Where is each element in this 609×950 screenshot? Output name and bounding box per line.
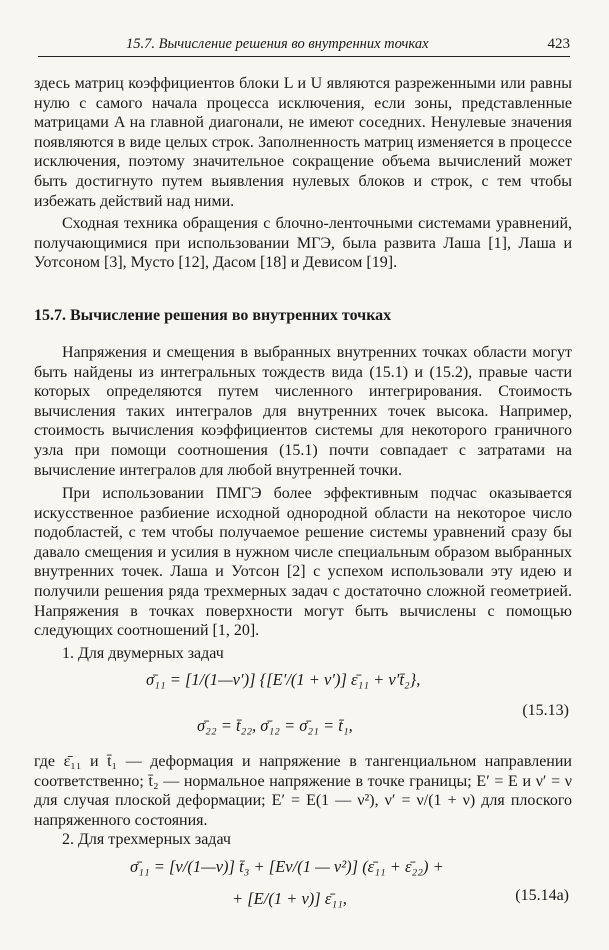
- equation-15-14a-line2: + [E/(1 + ν)] ε̄₁₁,: [232, 889, 347, 908]
- item-3d-problems: 2. Для трехмерных задач: [62, 831, 231, 848]
- page-number: 423: [547, 36, 570, 52]
- running-header: [38, 36, 570, 57]
- paragraph-5: где ε̄₁₁ и t̄₁ — деформация и напряжение в тангенциальном направлении соответственно; t̄₂ — нормальное напряжение в точке границы; E′ = E и ν′ = ν для случая плоской деформации; E′ = E(1 — ν²), ν′ = ν/(1 + ν) для плоского напряженного состояния.: [34, 753, 572, 829]
- paragraph-4: При использовании ПМГЭ более эффективным подчас оказывается искусственное разбиение исходной однородной области на некоторое число подобластей, с тем чтобы получаемое решение системы уравнений сразу бы давало смещения и усилия в нужном числе специальным образом выбранных внутренних точек. Лаша и Уотсон [2] с успехом использовали эту идею и получили решения ряда трехмерных задач с достаточно сложной геометрией. Напряжения в точках поверхности могут быть вычислены с помощью следующих соотношений [1, 20].: [34, 485, 572, 640]
- equation-15-14a-line1: σ̄₁₁ = [ν/(1—ν)] t̄₃ + [Eν/(1 — ν²)] (ε̄₁₁ + ε̄₂₂) +: [130, 857, 444, 876]
- equation-number-15-14a: (15.14a): [515, 887, 569, 904]
- equation-number-15-13: (15.13): [522, 702, 569, 719]
- equation-15-13-line1: σ̄₁₁ = [1/(1—ν′)] {[E′/(1 + ν′)] ε̄₁₁ + ν′t̄₂},: [146, 670, 421, 689]
- equation-15-13-line2: σ̄₂₂ = t̄₂₂, σ̄₁₂ = σ̄₂₁ = t̄₁,: [197, 716, 353, 735]
- paragraph-1: здесь матриц коэффициентов блоки L и U являются разреженными или равны нулю с самого начала процесса исключения, если зоны, представленные матрицами A на главной диагонали, не имеют соседних. Ненулевые значения появляются в виде целых строк. Заполненность матриц изменяется в процессе исключения, поэтому значительное сокращение объема вычислений может быть достигнуто путем выявления нулевых блоков и строк, с тем чтобы избежать действий над ними.: [34, 75, 573, 210]
- running-header-title: 15.7. Вычисление решения во внутренних точках: [126, 36, 429, 52]
- item-2d-problems: 1. Для двумерных задач: [62, 645, 224, 662]
- paragraph-3: Напряжения и смещения в выбранных внутренних точках области могут быть найдены из интегральных тождеств вида (15.1) и (15.2), правые части которых определяются путем численного интегрирования. Стоимость вычисления таких интегралов для внутренних точек высока. Например, стоимость вычисления коэффициентов системы для некоторого граничного узла при помощи соотношения (15.1) почти совпадает с затратами на вычисление интегралов для любой внутренней точки.: [34, 344, 572, 479]
- section-heading: 15.7. Вычисление решения во внутренних точках: [34, 307, 392, 324]
- paragraph-2: Сходная техника обращения с блочно-ленточными системами уравнений, получающимися при использовании МГЭ, была развита Лаша [1], Лаша и Уотсоном [3], Мусто [12], Дасом [18] и Девисом [19].: [34, 215, 572, 272]
